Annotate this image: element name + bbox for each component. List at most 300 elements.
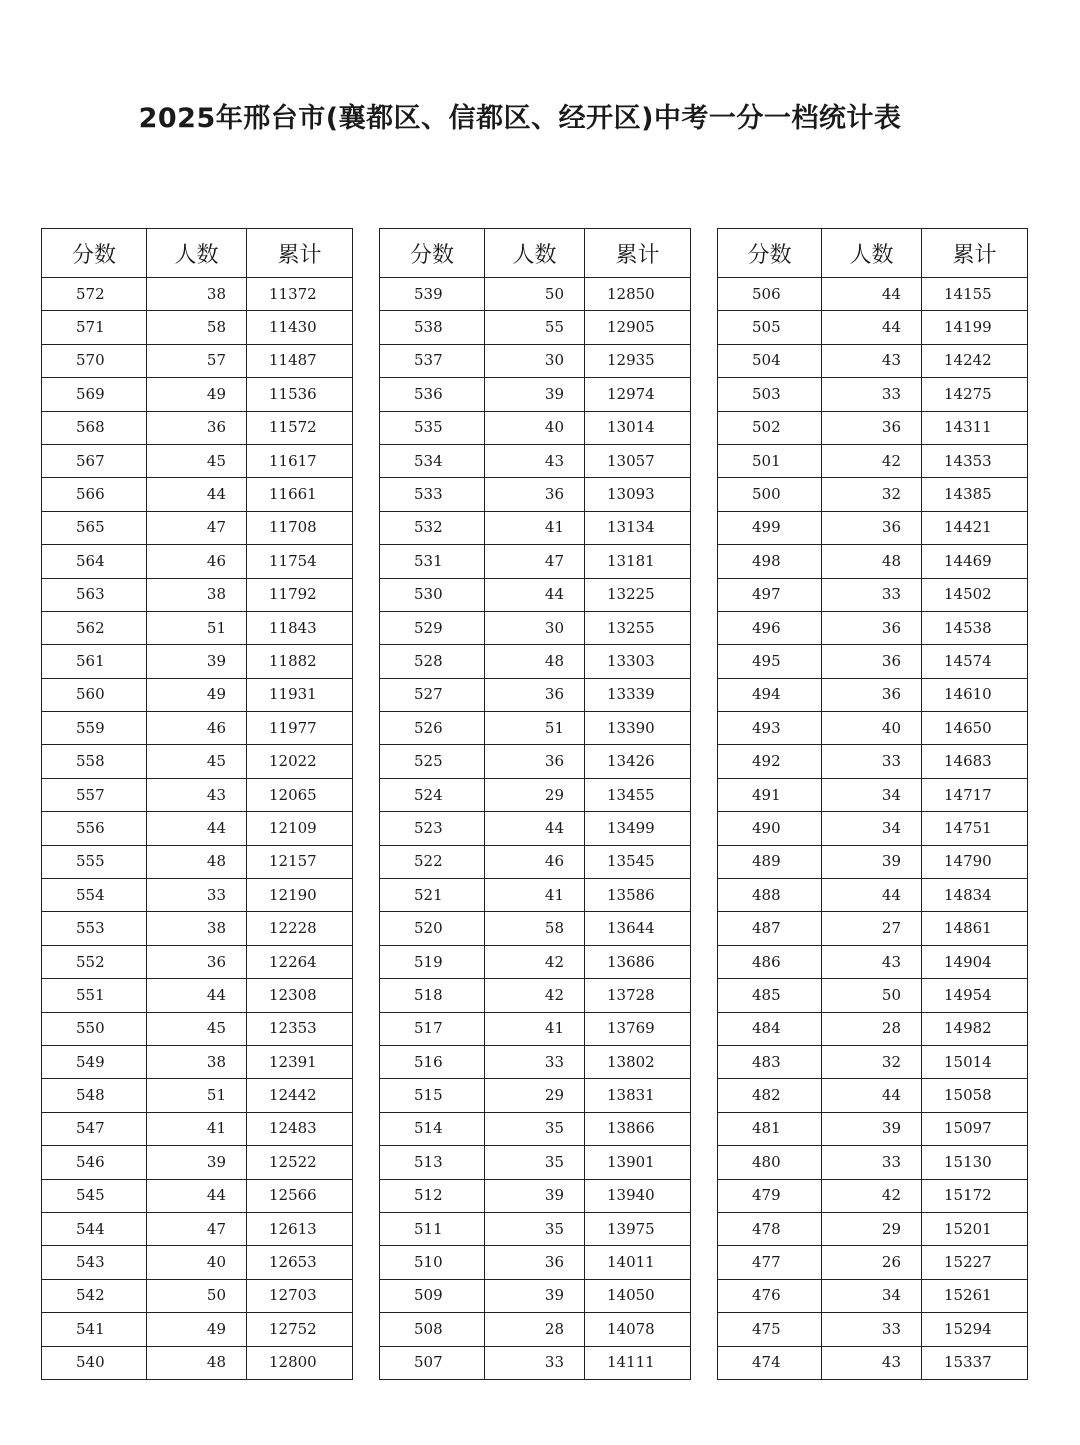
cumulative-cell: 12109 bbox=[247, 812, 353, 845]
count-cell: 33 bbox=[485, 1346, 585, 1379]
cumulative-cell: 14538 bbox=[922, 611, 1028, 644]
table-row bbox=[718, 1212, 1028, 1245]
score-cell: 484 bbox=[718, 1012, 822, 1045]
table-row bbox=[380, 1146, 691, 1179]
cumulative-cell: 13975 bbox=[585, 1212, 691, 1245]
table-row bbox=[718, 311, 1028, 344]
score-cell: 512 bbox=[380, 1179, 485, 1212]
score-cell: 545 bbox=[42, 1179, 147, 1212]
cumulative-cell: 15294 bbox=[922, 1313, 1028, 1346]
cumulative-cell: 13134 bbox=[585, 511, 691, 544]
count-cell: 36 bbox=[822, 678, 922, 711]
table-row bbox=[42, 812, 353, 845]
score-cell: 519 bbox=[380, 945, 485, 978]
count-cell: 51 bbox=[147, 611, 247, 644]
count-cell: 28 bbox=[822, 1012, 922, 1045]
cumulative-cell: 12974 bbox=[585, 378, 691, 411]
score-cell: 553 bbox=[42, 912, 147, 945]
table-row bbox=[42, 912, 353, 945]
page-title: 2025年邢台市(襄都区、信都区、经开区)中考一分一档统计表 bbox=[138, 103, 902, 134]
count-cell: 44 bbox=[147, 478, 247, 511]
table-row bbox=[42, 1246, 353, 1279]
table-row bbox=[42, 378, 353, 411]
cumulative-cell: 14683 bbox=[922, 745, 1028, 778]
cumulative-cell: 12264 bbox=[247, 945, 353, 978]
count-cell: 45 bbox=[147, 444, 247, 477]
cumulative-cell: 12905 bbox=[585, 311, 691, 344]
cumulative-cell: 14751 bbox=[922, 812, 1028, 845]
count-cell: 33 bbox=[822, 1313, 922, 1346]
cumulative-cell: 14111 bbox=[585, 1346, 691, 1379]
table-row bbox=[380, 945, 691, 978]
score-cell: 554 bbox=[42, 879, 147, 912]
count-cell: 39 bbox=[147, 645, 247, 678]
count-cell: 45 bbox=[147, 1012, 247, 1045]
table-row bbox=[718, 1346, 1028, 1379]
score-cell: 542 bbox=[42, 1279, 147, 1312]
count-cell: 42 bbox=[485, 945, 585, 978]
cumulative-cell: 14502 bbox=[922, 578, 1028, 611]
header-score: 分数 bbox=[380, 229, 485, 278]
count-cell: 39 bbox=[485, 378, 585, 411]
score-cell: 482 bbox=[718, 1079, 822, 1112]
cumulative-cell: 13455 bbox=[585, 778, 691, 811]
table-row bbox=[42, 1212, 353, 1245]
count-cell: 30 bbox=[485, 344, 585, 377]
count-cell: 44 bbox=[147, 812, 247, 845]
score-cell: 479 bbox=[718, 1179, 822, 1212]
count-cell: 41 bbox=[485, 1012, 585, 1045]
header-score: 分数 bbox=[42, 229, 147, 278]
score-cell: 505 bbox=[718, 311, 822, 344]
score-cell: 551 bbox=[42, 979, 147, 1012]
count-cell: 42 bbox=[485, 979, 585, 1012]
table-row bbox=[42, 879, 353, 912]
score-cell: 544 bbox=[42, 1212, 147, 1245]
cumulative-cell: 12566 bbox=[247, 1179, 353, 1212]
score-cell: 478 bbox=[718, 1212, 822, 1245]
score-cell: 514 bbox=[380, 1112, 485, 1145]
count-cell: 48 bbox=[822, 545, 922, 578]
count-cell: 33 bbox=[822, 578, 922, 611]
cumulative-cell: 14199 bbox=[922, 311, 1028, 344]
cumulative-cell: 13686 bbox=[585, 945, 691, 978]
cumulative-cell: 12703 bbox=[247, 1279, 353, 1312]
score-cell: 528 bbox=[380, 645, 485, 678]
score-cell: 503 bbox=[718, 378, 822, 411]
table-row bbox=[42, 311, 353, 344]
score-cell: 529 bbox=[380, 611, 485, 644]
score-cell: 557 bbox=[42, 778, 147, 811]
cumulative-cell: 14982 bbox=[922, 1012, 1028, 1045]
score-cell: 531 bbox=[380, 545, 485, 578]
cumulative-cell: 12935 bbox=[585, 344, 691, 377]
header-count: 人数 bbox=[147, 229, 247, 278]
table-row bbox=[380, 478, 691, 511]
table-row bbox=[718, 1313, 1028, 1346]
table-row bbox=[380, 1246, 691, 1279]
count-cell: 29 bbox=[485, 778, 585, 811]
cumulative-cell: 15097 bbox=[922, 1112, 1028, 1145]
score-cell: 530 bbox=[380, 578, 485, 611]
count-cell: 51 bbox=[147, 1079, 247, 1112]
score-cell: 524 bbox=[380, 778, 485, 811]
count-cell: 36 bbox=[822, 411, 922, 444]
count-cell: 38 bbox=[147, 912, 247, 945]
count-cell: 27 bbox=[822, 912, 922, 945]
table-row bbox=[42, 712, 353, 745]
table-row bbox=[42, 678, 353, 711]
table-row bbox=[718, 645, 1028, 678]
count-cell: 38 bbox=[147, 1045, 247, 1078]
cumulative-cell: 14078 bbox=[585, 1313, 691, 1346]
table-row bbox=[42, 845, 353, 878]
score-cell: 492 bbox=[718, 745, 822, 778]
header-cumulative: 累计 bbox=[247, 229, 353, 278]
count-cell: 44 bbox=[822, 1079, 922, 1112]
cumulative-cell: 14011 bbox=[585, 1246, 691, 1279]
score-cell: 562 bbox=[42, 611, 147, 644]
table-row bbox=[42, 444, 353, 477]
count-cell: 49 bbox=[147, 678, 247, 711]
score-cell: 510 bbox=[380, 1246, 485, 1279]
cumulative-cell: 11792 bbox=[247, 578, 353, 611]
table-row bbox=[380, 611, 691, 644]
table-row bbox=[718, 745, 1028, 778]
score-cell: 511 bbox=[380, 1212, 485, 1245]
score-cell: 480 bbox=[718, 1146, 822, 1179]
table-header-row bbox=[718, 229, 1028, 278]
cumulative-cell: 12653 bbox=[247, 1246, 353, 1279]
table-row bbox=[42, 1079, 353, 1112]
table-row bbox=[42, 545, 353, 578]
count-cell: 43 bbox=[822, 1346, 922, 1379]
cumulative-cell: 12353 bbox=[247, 1012, 353, 1045]
table-row bbox=[42, 945, 353, 978]
count-cell: 36 bbox=[822, 645, 922, 678]
score-cell: 518 bbox=[380, 979, 485, 1012]
score-cell: 493 bbox=[718, 712, 822, 745]
cumulative-cell: 14385 bbox=[922, 478, 1028, 511]
count-cell: 41 bbox=[147, 1112, 247, 1145]
cumulative-cell: 11882 bbox=[247, 645, 353, 678]
table-row bbox=[380, 1112, 691, 1145]
score-cell: 541 bbox=[42, 1313, 147, 1346]
cumulative-cell: 14421 bbox=[922, 511, 1028, 544]
count-cell: 55 bbox=[485, 311, 585, 344]
count-cell: 38 bbox=[147, 278, 247, 311]
cumulative-cell: 11843 bbox=[247, 611, 353, 644]
score-cell: 502 bbox=[718, 411, 822, 444]
table-row bbox=[380, 444, 691, 477]
table-header-row bbox=[42, 229, 353, 278]
table-row bbox=[718, 611, 1028, 644]
score-cell: 485 bbox=[718, 979, 822, 1012]
count-cell: 50 bbox=[485, 278, 585, 311]
cumulative-cell: 12442 bbox=[247, 1079, 353, 1112]
score-cell: 549 bbox=[42, 1045, 147, 1078]
table-row bbox=[718, 678, 1028, 711]
cumulative-cell: 15201 bbox=[922, 1212, 1028, 1245]
table-row bbox=[380, 1179, 691, 1212]
cumulative-cell: 13255 bbox=[585, 611, 691, 644]
cumulative-cell: 12613 bbox=[247, 1212, 353, 1245]
score-cell: 536 bbox=[380, 378, 485, 411]
score-cell: 517 bbox=[380, 1012, 485, 1045]
count-cell: 44 bbox=[822, 278, 922, 311]
cumulative-cell: 11977 bbox=[247, 712, 353, 745]
score-cell: 523 bbox=[380, 812, 485, 845]
score-cell: 477 bbox=[718, 1246, 822, 1279]
table-row bbox=[380, 845, 691, 878]
cumulative-cell: 13831 bbox=[585, 1079, 691, 1112]
table-row bbox=[42, 745, 353, 778]
cumulative-cell: 11661 bbox=[247, 478, 353, 511]
cumulative-cell: 14861 bbox=[922, 912, 1028, 945]
count-cell: 28 bbox=[485, 1313, 585, 1346]
score-cell: 487 bbox=[718, 912, 822, 945]
count-cell: 36 bbox=[147, 945, 247, 978]
score-cell: 556 bbox=[42, 812, 147, 845]
table-body bbox=[718, 278, 1028, 1380]
cumulative-cell: 12022 bbox=[247, 745, 353, 778]
count-cell: 47 bbox=[147, 511, 247, 544]
table-row bbox=[380, 545, 691, 578]
cumulative-cell: 14834 bbox=[922, 879, 1028, 912]
table-row bbox=[718, 1179, 1028, 1212]
table-row bbox=[380, 745, 691, 778]
count-cell: 48 bbox=[147, 845, 247, 878]
cumulative-cell: 14610 bbox=[922, 678, 1028, 711]
table-row bbox=[380, 812, 691, 845]
header-count: 人数 bbox=[822, 229, 922, 278]
count-cell: 36 bbox=[485, 745, 585, 778]
table-row bbox=[42, 578, 353, 611]
count-cell: 35 bbox=[485, 1212, 585, 1245]
table-row bbox=[42, 778, 353, 811]
cumulative-cell: 13802 bbox=[585, 1045, 691, 1078]
cumulative-cell: 13339 bbox=[585, 678, 691, 711]
cumulative-cell: 13093 bbox=[585, 478, 691, 511]
cumulative-cell: 11617 bbox=[247, 444, 353, 477]
count-cell: 34 bbox=[822, 1279, 922, 1312]
cumulative-cell: 14353 bbox=[922, 444, 1028, 477]
score-table-1 bbox=[41, 228, 353, 1380]
table-row bbox=[718, 1246, 1028, 1279]
count-cell: 48 bbox=[485, 645, 585, 678]
score-cell: 565 bbox=[42, 511, 147, 544]
cumulative-cell: 15172 bbox=[922, 1179, 1028, 1212]
cumulative-cell: 14790 bbox=[922, 845, 1028, 878]
count-cell: 33 bbox=[822, 1146, 922, 1179]
count-cell: 40 bbox=[147, 1246, 247, 1279]
table-row bbox=[718, 1012, 1028, 1045]
table-row bbox=[718, 444, 1028, 477]
score-table-2 bbox=[379, 228, 691, 1380]
count-cell: 39 bbox=[822, 845, 922, 878]
count-cell: 32 bbox=[822, 1045, 922, 1078]
table-row bbox=[718, 845, 1028, 878]
table-row bbox=[380, 278, 691, 311]
count-cell: 36 bbox=[485, 678, 585, 711]
cumulative-cell: 12522 bbox=[247, 1146, 353, 1179]
count-cell: 33 bbox=[822, 378, 922, 411]
count-cell: 33 bbox=[147, 879, 247, 912]
cumulative-cell: 13586 bbox=[585, 879, 691, 912]
score-cell: 508 bbox=[380, 1313, 485, 1346]
table-row bbox=[718, 912, 1028, 945]
score-cell: 563 bbox=[42, 578, 147, 611]
cumulative-cell: 12752 bbox=[247, 1313, 353, 1346]
count-cell: 35 bbox=[485, 1146, 585, 1179]
count-cell: 41 bbox=[485, 879, 585, 912]
count-cell: 39 bbox=[485, 1179, 585, 1212]
cumulative-cell: 13426 bbox=[585, 745, 691, 778]
table-row bbox=[380, 712, 691, 745]
table-row bbox=[380, 511, 691, 544]
cumulative-cell: 11754 bbox=[247, 545, 353, 578]
count-cell: 26 bbox=[822, 1246, 922, 1279]
table-row bbox=[42, 645, 353, 678]
cumulative-cell: 13545 bbox=[585, 845, 691, 878]
cumulative-cell: 11931 bbox=[247, 678, 353, 711]
score-cell: 507 bbox=[380, 1346, 485, 1379]
score-cell: 537 bbox=[380, 344, 485, 377]
cumulative-cell: 14650 bbox=[922, 712, 1028, 745]
score-cell: 494 bbox=[718, 678, 822, 711]
table-row bbox=[42, 1346, 353, 1379]
count-cell: 35 bbox=[485, 1112, 585, 1145]
count-cell: 47 bbox=[147, 1212, 247, 1245]
score-cell: 569 bbox=[42, 378, 147, 411]
cumulative-cell: 13303 bbox=[585, 645, 691, 678]
score-cell: 499 bbox=[718, 511, 822, 544]
score-cell: 543 bbox=[42, 1246, 147, 1279]
count-cell: 48 bbox=[147, 1346, 247, 1379]
score-cell: 520 bbox=[380, 912, 485, 945]
count-cell: 49 bbox=[147, 378, 247, 411]
table-row bbox=[380, 879, 691, 912]
table-row bbox=[42, 1112, 353, 1145]
score-cell: 559 bbox=[42, 712, 147, 745]
count-cell: 47 bbox=[485, 545, 585, 578]
table-row bbox=[42, 1146, 353, 1179]
count-cell: 58 bbox=[147, 311, 247, 344]
score-cell: 497 bbox=[718, 578, 822, 611]
table-row bbox=[380, 1346, 691, 1379]
score-cell: 560 bbox=[42, 678, 147, 711]
score-cell: 481 bbox=[718, 1112, 822, 1145]
score-cell: 534 bbox=[380, 444, 485, 477]
score-cell: 561 bbox=[42, 645, 147, 678]
score-cell: 513 bbox=[380, 1146, 485, 1179]
count-cell: 40 bbox=[822, 712, 922, 745]
table-row bbox=[42, 511, 353, 544]
count-cell: 42 bbox=[822, 1179, 922, 1212]
score-cell: 509 bbox=[380, 1279, 485, 1312]
score-cell: 571 bbox=[42, 311, 147, 344]
count-cell: 44 bbox=[485, 812, 585, 845]
score-cell: 533 bbox=[380, 478, 485, 511]
count-cell: 39 bbox=[485, 1279, 585, 1312]
table-row bbox=[380, 311, 691, 344]
cumulative-cell: 14904 bbox=[922, 945, 1028, 978]
header-cumulative: 累计 bbox=[922, 229, 1028, 278]
table-row bbox=[380, 411, 691, 444]
count-cell: 32 bbox=[822, 478, 922, 511]
table-row bbox=[718, 712, 1028, 745]
count-cell: 33 bbox=[485, 1045, 585, 1078]
score-cell: 566 bbox=[42, 478, 147, 511]
table-row bbox=[380, 678, 691, 711]
count-cell: 43 bbox=[147, 778, 247, 811]
table-body bbox=[42, 278, 353, 1380]
score-cell: 506 bbox=[718, 278, 822, 311]
table-row bbox=[718, 778, 1028, 811]
header-cumulative: 累计 bbox=[585, 229, 691, 278]
count-cell: 29 bbox=[485, 1079, 585, 1112]
table-header-row bbox=[380, 229, 691, 278]
count-cell: 44 bbox=[822, 879, 922, 912]
count-cell: 34 bbox=[822, 812, 922, 845]
table-row bbox=[42, 1313, 353, 1346]
table-row bbox=[42, 1279, 353, 1312]
table-row bbox=[718, 478, 1028, 511]
table-row bbox=[380, 1313, 691, 1346]
score-cell: 501 bbox=[718, 444, 822, 477]
count-cell: 41 bbox=[485, 511, 585, 544]
table-row bbox=[718, 1146, 1028, 1179]
table-row bbox=[380, 778, 691, 811]
cumulative-cell: 11536 bbox=[247, 378, 353, 411]
table-row bbox=[380, 645, 691, 678]
count-cell: 44 bbox=[147, 979, 247, 1012]
table-row bbox=[380, 578, 691, 611]
table-row bbox=[718, 1045, 1028, 1078]
table-row bbox=[718, 879, 1028, 912]
table-row bbox=[380, 1012, 691, 1045]
score-cell: 535 bbox=[380, 411, 485, 444]
count-cell: 44 bbox=[485, 578, 585, 611]
count-cell: 51 bbox=[485, 712, 585, 745]
count-cell: 43 bbox=[822, 945, 922, 978]
cumulative-cell: 14469 bbox=[922, 545, 1028, 578]
score-cell: 550 bbox=[42, 1012, 147, 1045]
count-cell: 36 bbox=[147, 411, 247, 444]
count-cell: 36 bbox=[485, 478, 585, 511]
count-cell: 42 bbox=[822, 444, 922, 477]
score-cell: 526 bbox=[380, 712, 485, 745]
cumulative-cell: 12800 bbox=[247, 1346, 353, 1379]
table-row bbox=[42, 1012, 353, 1045]
table-row bbox=[42, 1179, 353, 1212]
table-row bbox=[42, 1045, 353, 1078]
cumulative-cell: 14311 bbox=[922, 411, 1028, 444]
count-cell: 49 bbox=[147, 1313, 247, 1346]
score-cell: 491 bbox=[718, 778, 822, 811]
cumulative-cell: 15337 bbox=[922, 1346, 1028, 1379]
table-row bbox=[380, 1279, 691, 1312]
count-cell: 33 bbox=[822, 745, 922, 778]
count-cell: 43 bbox=[822, 344, 922, 377]
count-cell: 45 bbox=[147, 745, 247, 778]
score-cell: 568 bbox=[42, 411, 147, 444]
cumulative-cell: 13499 bbox=[585, 812, 691, 845]
cumulative-cell: 12850 bbox=[585, 278, 691, 311]
cumulative-cell: 13940 bbox=[585, 1179, 691, 1212]
score-cell: 498 bbox=[718, 545, 822, 578]
table-row bbox=[380, 344, 691, 377]
